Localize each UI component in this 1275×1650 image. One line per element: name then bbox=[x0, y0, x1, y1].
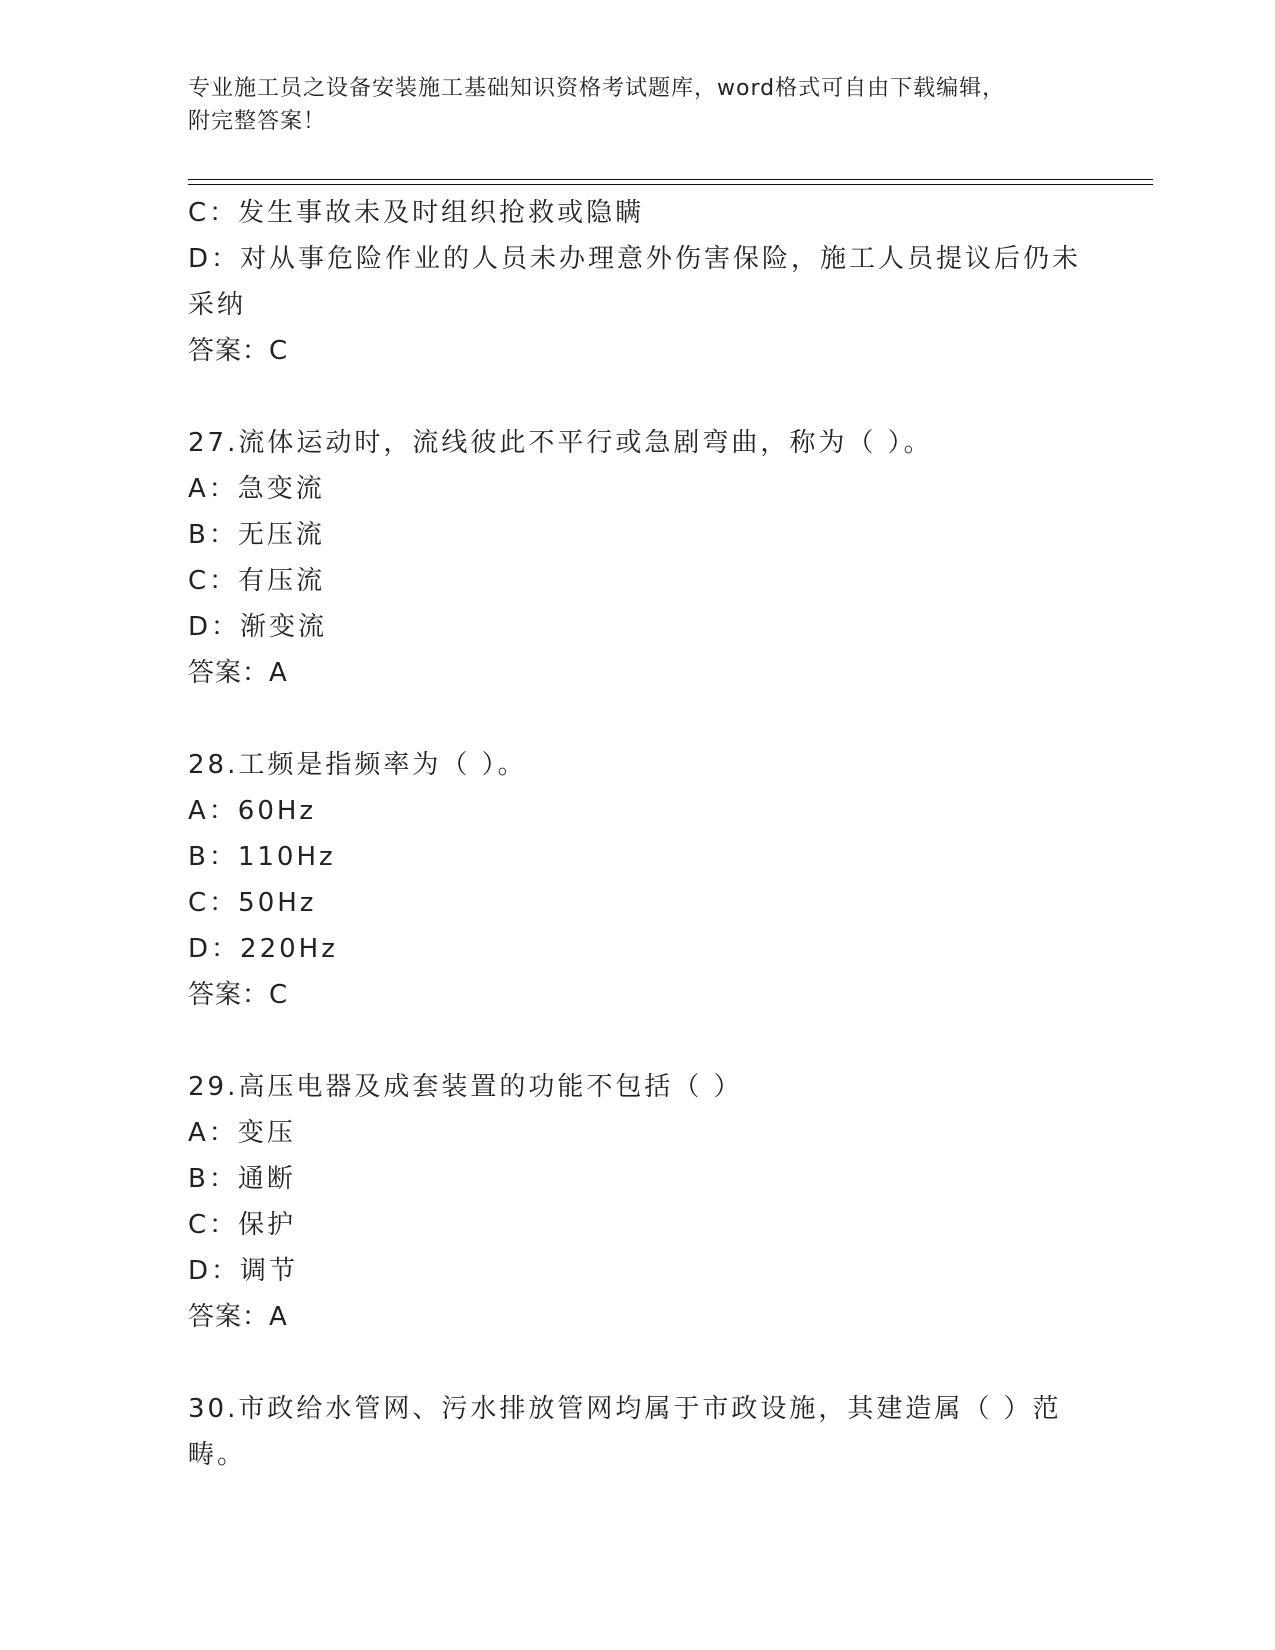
answer-line: 答案：A bbox=[188, 1302, 288, 1332]
option-d: D：对从事危险作业的人员未办理意外伤害保险，施工人员提议后仍未采纳 bbox=[188, 244, 1082, 320]
option-d: D：调节 bbox=[188, 1256, 299, 1286]
option-d: D：渐变流 bbox=[188, 612, 328, 642]
option-b: B：无压流 bbox=[188, 520, 325, 550]
question-26-tail bbox=[188, 190, 1088, 374]
option-c: C：50Hz bbox=[188, 888, 317, 918]
header-divider-bottom bbox=[188, 184, 1153, 185]
option-a: A：变压 bbox=[188, 1118, 296, 1148]
spacer bbox=[188, 696, 1088, 742]
option-d: D：220Hz bbox=[188, 934, 338, 964]
question-stem: 28.工频是指频率为（ ）。 bbox=[188, 750, 527, 780]
answer-line: 答案：C bbox=[188, 336, 289, 366]
header-divider-top bbox=[188, 179, 1153, 180]
option-b: B：110Hz bbox=[188, 842, 336, 872]
option-c: C：发生事故未及时组织抢救或隐瞒 bbox=[188, 198, 645, 228]
question-29 bbox=[188, 1064, 1088, 1340]
question-list bbox=[188, 190, 1088, 1478]
spacer bbox=[188, 1340, 1088, 1386]
option-a: A：急变流 bbox=[188, 474, 325, 504]
option-c: C：保护 bbox=[188, 1210, 297, 1240]
header-line-2: 附完整答案！ bbox=[188, 109, 327, 134]
question-stem: 27.流体运动时，流线彼此不平行或急剧弯曲，称为（ ）。 bbox=[188, 428, 933, 458]
answer-line: 答案：C bbox=[188, 980, 289, 1010]
option-b: B：通断 bbox=[188, 1164, 296, 1194]
question-30 bbox=[188, 1386, 1088, 1478]
question-28 bbox=[188, 742, 1088, 1018]
option-a: A：60Hz bbox=[188, 796, 317, 826]
question-stem: 30.市政给水管网、污水排放管网均属于市政设施，其建造属（ ）范畴。 bbox=[188, 1394, 1062, 1470]
header-line-1: 专业施工员之设备安装施工基础知识资格考试题库，word格式可自由下载编辑， bbox=[188, 76, 1006, 101]
spacer bbox=[188, 1018, 1088, 1064]
answer-line: 答案：A bbox=[188, 658, 288, 688]
document-header bbox=[188, 72, 1078, 138]
question-stem: 29.高压电器及成套装置的功能不包括（ ） bbox=[188, 1072, 743, 1102]
question-27 bbox=[188, 420, 1088, 696]
spacer bbox=[188, 374, 1088, 420]
option-c: C：有压流 bbox=[188, 566, 326, 596]
